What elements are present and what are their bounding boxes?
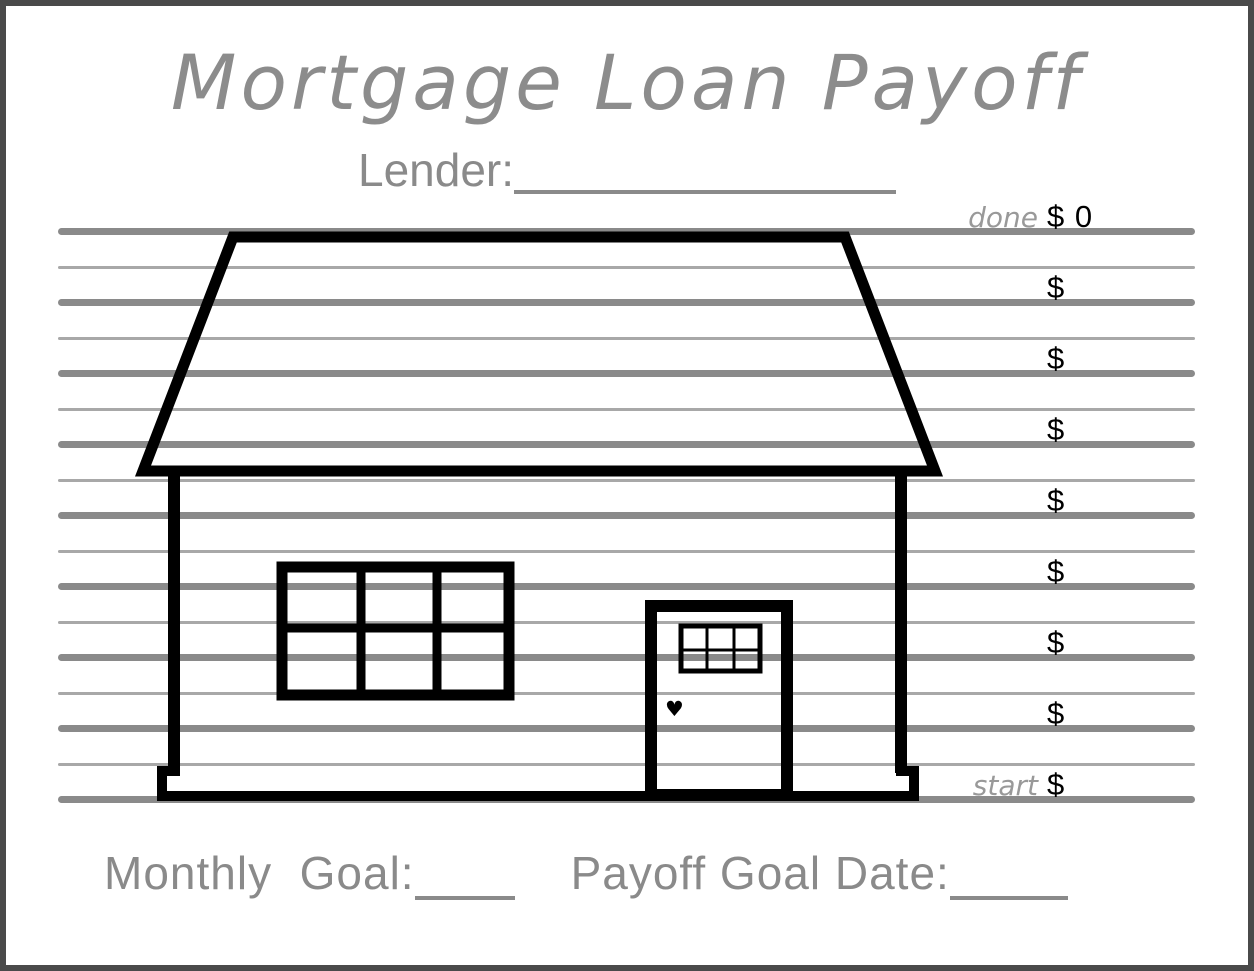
ruled-line-thin xyxy=(58,408,1195,411)
monthly-goal-label: Monthly Goal: xyxy=(104,847,415,899)
door-window-frame xyxy=(681,626,760,671)
payoff-level-row xyxy=(920,194,1200,232)
milestone-label: done xyxy=(968,200,1038,234)
ruled-line-thick xyxy=(58,441,1195,448)
payoff-level-row xyxy=(920,762,1200,800)
heart-doorknob-icon: ♥ xyxy=(665,697,684,721)
ruled-line-thin xyxy=(58,337,1195,340)
ruled-line-thin xyxy=(58,479,1195,482)
payoff-level-row xyxy=(920,407,1200,445)
ruled-line-thin xyxy=(58,266,1195,269)
roof-outline xyxy=(143,237,935,471)
ruled-line-thin xyxy=(58,692,1195,695)
goal-fields xyxy=(104,846,1068,900)
lender-field xyxy=(358,146,896,194)
dollar-amount-label: $ xyxy=(1047,270,1066,305)
page-title: Mortgage Loan Payoff xyxy=(170,38,1084,127)
ruled-line-thick xyxy=(58,654,1195,661)
ruled-line-thick xyxy=(58,228,1195,235)
payoff-level-row xyxy=(920,620,1200,658)
foundation-outline xyxy=(162,771,914,796)
ruled-line-thin xyxy=(58,550,1195,553)
ruled-line-thick xyxy=(58,299,1195,306)
ruled-line-thick xyxy=(58,796,1195,803)
ruled-line-thin xyxy=(58,621,1195,624)
payoff-goal-date-label: Payoff Goal Date: xyxy=(570,847,950,899)
ruled-line-thick xyxy=(58,725,1195,732)
ruled-line-thick xyxy=(58,370,1195,377)
payoff-level-row xyxy=(920,549,1200,587)
payoff-level-row xyxy=(920,691,1200,729)
ruled-line-thin xyxy=(58,763,1195,766)
payoff-goal-date-blank-line xyxy=(950,896,1068,900)
dollar-amount-label: $ xyxy=(1047,483,1066,518)
milestone-label: start xyxy=(972,768,1038,802)
dollar-amount-label: $ xyxy=(1047,767,1066,802)
door-frame xyxy=(651,606,787,795)
ruled-line-thick xyxy=(58,583,1195,590)
payoff-level-row xyxy=(920,265,1200,303)
dollar-amount-label: $ xyxy=(1047,341,1066,376)
lender-label: Lender: xyxy=(358,144,515,196)
dollar-amount-label: $ xyxy=(1047,412,1066,447)
ruled-line-thick xyxy=(58,512,1195,519)
dollar-amount-label: $ xyxy=(1047,696,1066,731)
payoff-level-row xyxy=(920,336,1200,374)
dollar-amount-label: $ xyxy=(1047,554,1066,589)
payoff-level-row xyxy=(920,478,1200,516)
lender-blank-line xyxy=(514,190,896,194)
dollar-amount-label: $ 0 xyxy=(1047,199,1094,234)
dollar-amount-label: $ xyxy=(1047,625,1066,660)
monthly-goal-blank-line xyxy=(415,896,515,900)
